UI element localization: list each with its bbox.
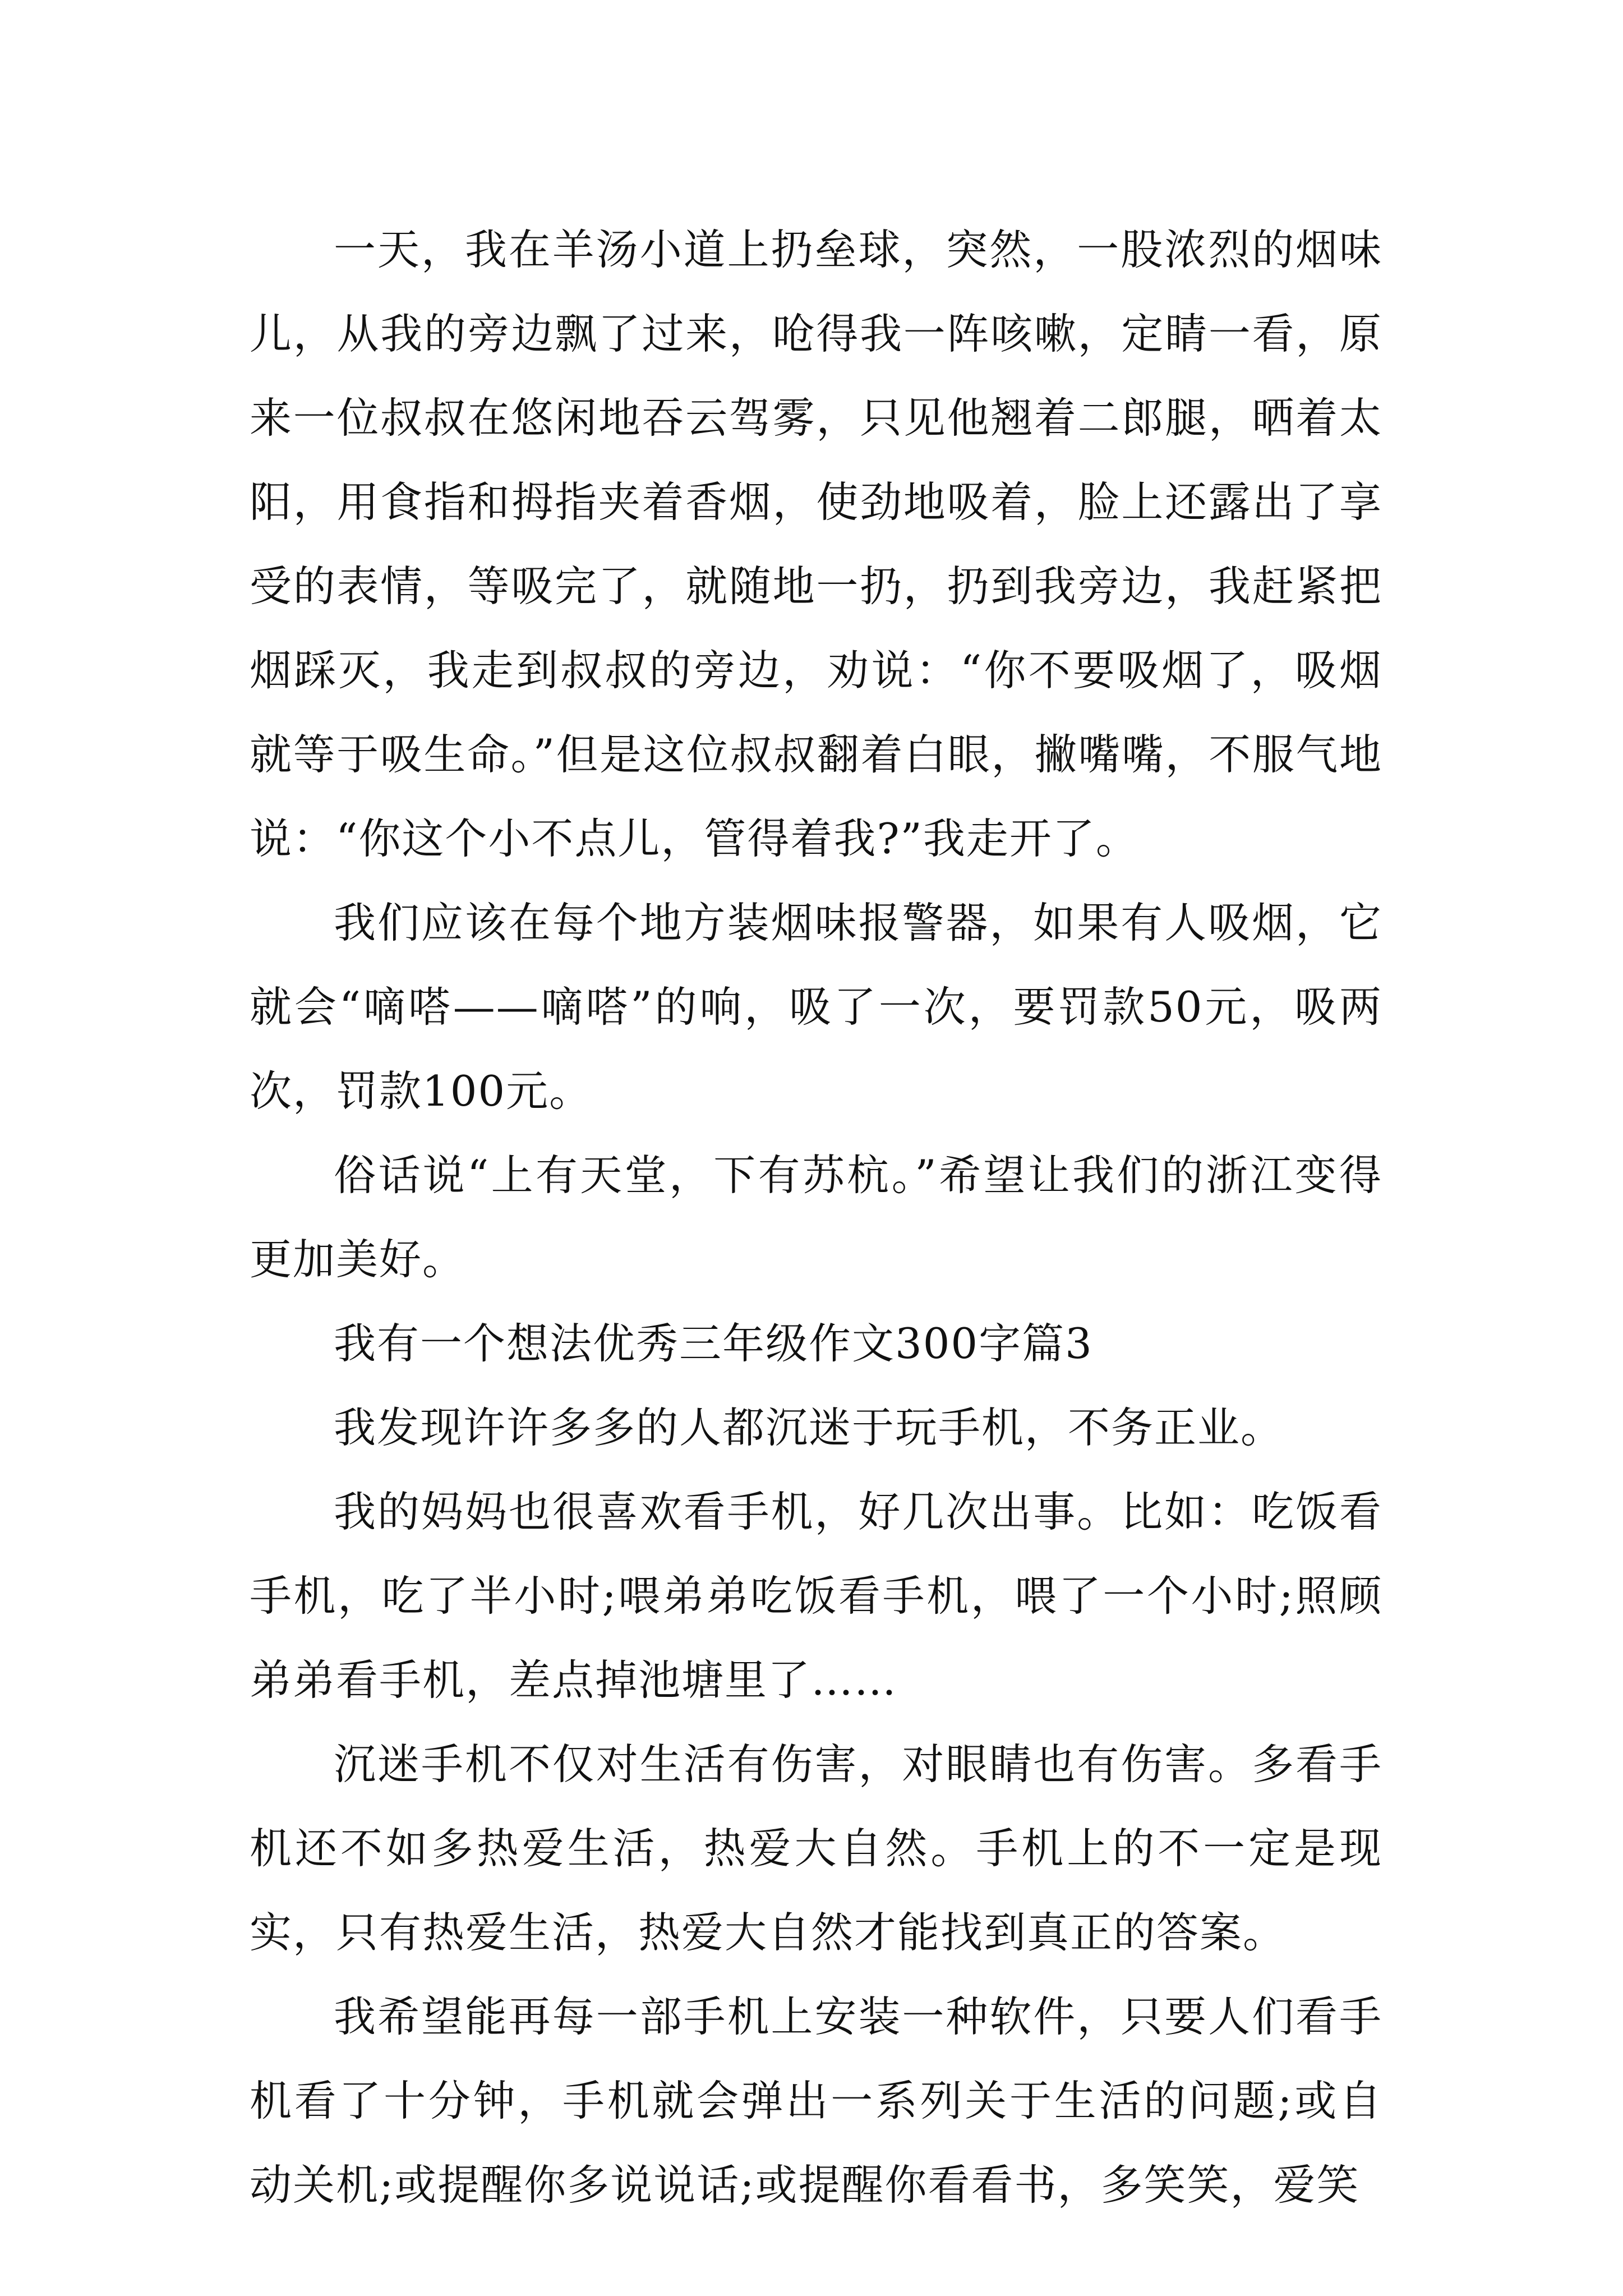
document-body bbox=[250, 208, 1382, 2227]
paragraph-zhejiang: 俗话说“上有天堂，下有苏杭。”希望让我们的浙江变得更加美好。 bbox=[250, 1151, 1382, 1284]
paragraph-software-idea: 我希望能再每一部手机上安装一种软件，只要人们看手机看了十分钟，手机就会弹出一系列关于生活的问题;或自动关机;或提醒你多说说话;或提醒你看看书，多笑笑，爱笑 bbox=[250, 1992, 1382, 2210]
paragraph-mother: 我的妈妈也很喜欢看手机，好几次出事。比如：吃饭看手机，吃了半小时;喂弟弟吃饭看手机，喂了一个小时;照顾弟弟看手机，差点掉池塘里了…… bbox=[250, 1487, 1382, 1705]
paragraph-phone-addiction: 我发现许许多多的人都沉迷于玩手机，不务正业。 bbox=[334, 1403, 1284, 1452]
paragraph-smoke-alarm: 我们应该在每个地方装烟味报警器，如果有人吸烟，它就会“嘀嗒——嘀嗒”的响，吸了一次，要罚款50元，吸两次，罚款100元。 bbox=[250, 898, 1382, 1116]
essay-heading: 我有一个想法优秀三年级作文300字篇3 bbox=[334, 1319, 1093, 1368]
paragraph-harm: 沉迷手机不仅对生活有伤害，对眼睛也有伤害。多看手机还不如多热爱生活，热爱大自然。手机上的不一定是现实，只有热爱生活，热爱大自然才能找到真正的答案。 bbox=[250, 1740, 1382, 1957]
paragraph-smoking-story: 一天，我在羊汤小道上扔垒球，突然，一股浓烈的烟味儿，从我的旁边飘了过来，呛得我一阵咳嗽，定睛一看，原来一位叔叔在悠闲地吞云驾雾，只见他翘着二郎腿，晒着太阳，用食指和拇指夹着香烟，使劲地吸着，脸上还露出了享受的表情，等吸完了，就随地一扔，扔到我旁边，我赶紧把烟踩灭，我走到叔叔的旁边，劝说：“你不要吸烟了，吸烟就等于吸生命。”但是这位叔叔翻着白眼，撇嘴嘴，不服气地说：“你这个小不点儿，管得着我?”我走开了。 bbox=[250, 225, 1382, 863]
